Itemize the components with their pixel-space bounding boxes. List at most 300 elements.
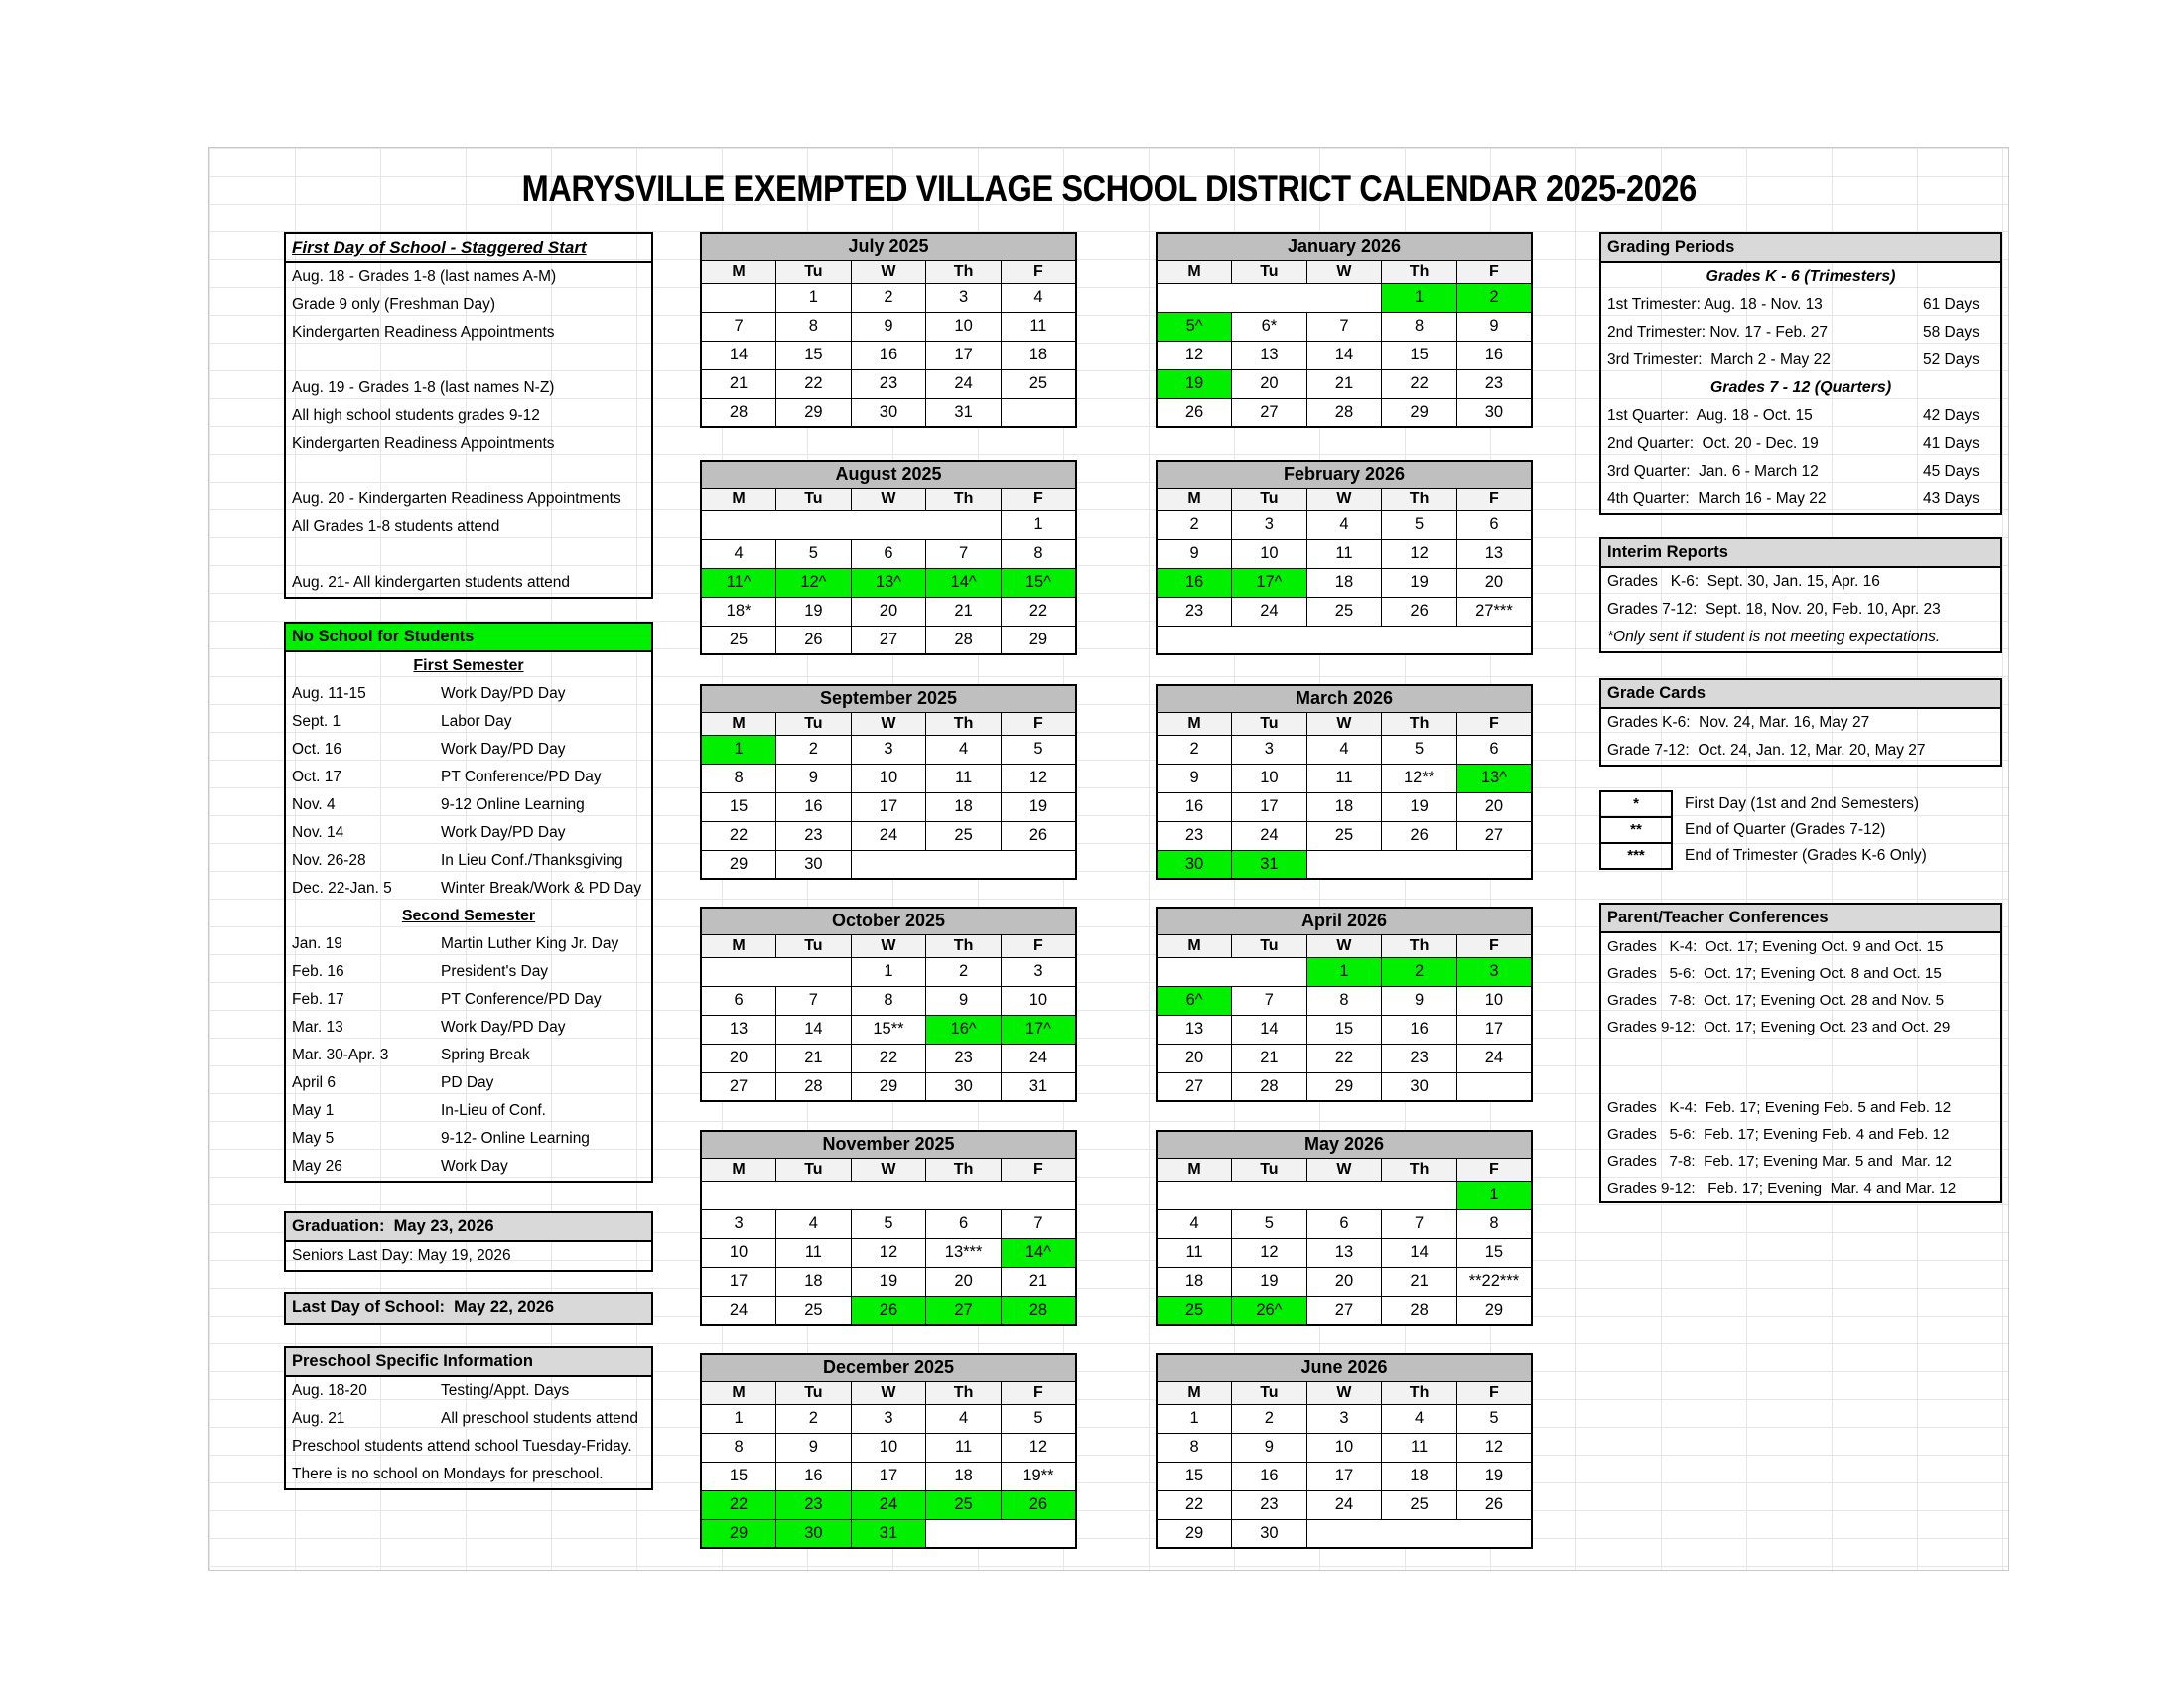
- calendar-day-cell: 23: [1157, 821, 1232, 850]
- month-title: October 2025: [701, 908, 1076, 934]
- calendar-day-cell: 11: [1157, 1238, 1232, 1267]
- weekday-header: F: [1456, 1158, 1532, 1181]
- calendar-empty-cell: [1157, 1181, 1456, 1209]
- calendar-day-cell: 29: [1456, 1296, 1532, 1325]
- calendar-august-2025: [700, 460, 1077, 655]
- calendar-day-cell: 3: [926, 283, 1002, 312]
- calendar-day-cell: 12: [1157, 341, 1232, 369]
- calendar-day-cell: 17: [926, 341, 1002, 369]
- calendar-day-cell: 5: [1001, 735, 1076, 764]
- calendar-day-cell: 11: [1001, 312, 1076, 341]
- schedule-date: Oct. 16: [292, 741, 341, 758]
- calendar-day-cell: 3: [1456, 957, 1532, 986]
- grade-cards-box: [1599, 678, 2002, 767]
- calendar-day-cell: 9: [1382, 986, 1457, 1015]
- weekday-header: Tu: [776, 260, 852, 283]
- calendar-day-cell: 16^: [926, 1015, 1002, 1044]
- calendar-day-cell: 28: [1306, 398, 1382, 427]
- calendar-day-cell: 18: [1306, 568, 1382, 597]
- calendar-day-cell: 30: [1157, 850, 1232, 879]
- calendar-day-cell: 23: [926, 1044, 1002, 1072]
- schedule-row: [286, 1014, 651, 1042]
- weekday-header: M: [701, 1158, 776, 1181]
- weekday-header: F: [1456, 712, 1532, 735]
- schedule-description: PT Conference/PD Day: [441, 991, 602, 1008]
- calendar-empty-cell: [701, 510, 1001, 539]
- calendar-day-cell: 4: [1306, 510, 1382, 539]
- calendar-day-cell: 3: [1232, 510, 1307, 539]
- preschool-row: [286, 1377, 651, 1405]
- calendar-day-cell: 31: [851, 1519, 926, 1548]
- calendar-day-cell: 23: [1157, 597, 1232, 626]
- calendar-day-cell: 29: [1382, 398, 1457, 427]
- calendar-day-cell: 6: [1306, 1209, 1382, 1238]
- grading-subheader: Grades 7 - 12 (Quarters): [1709, 379, 1892, 396]
- grading-row: [1601, 458, 2000, 486]
- calendar-day-cell: 20: [1232, 369, 1307, 398]
- schedule-date: Aug. 11-15: [292, 685, 366, 702]
- conference-row: Grades 9-12: Oct. 17; Evening Oct. 23 and Oct. 29: [1607, 1019, 1951, 1036]
- grade-card-row: Grade 7-12: Oct. 24, Jan. 12, Mar. 20, May 27: [1607, 742, 1926, 759]
- calendar-day-cell: 2: [1382, 957, 1457, 986]
- weekday-header: W: [851, 260, 926, 283]
- calendar-day-cell: 26: [851, 1296, 926, 1325]
- conference-row: Grades 5-6: Oct. 17; Evening Oct. 8 and Oct. 15: [1607, 965, 1942, 982]
- calendar-day-cell: 25: [701, 626, 776, 654]
- legend-symbol: ***: [1599, 842, 1673, 870]
- grade-card-rows: [1601, 709, 2000, 765]
- schedule-description: 9-12 Online Learning: [441, 796, 585, 813]
- schedule-row: [286, 958, 651, 986]
- weekday-header: M: [701, 1381, 776, 1404]
- schedule-row: [286, 708, 651, 736]
- calendar-day-cell: 12**: [1382, 764, 1457, 792]
- calendar-day-cell: 19**: [1001, 1462, 1076, 1490]
- calendar-day-cell: 21: [926, 597, 1002, 626]
- first-day-row: [286, 347, 651, 374]
- calendar-empty-cell: [1157, 626, 1532, 654]
- schedule-row: [286, 1153, 651, 1181]
- schedule-description: In Lieu Conf./Thanksgiving: [441, 852, 623, 869]
- weekday-header: Th: [926, 260, 1002, 283]
- calendar-day-cell: 18*: [701, 597, 776, 626]
- preschool-row: [286, 1405, 651, 1433]
- calendar-day-cell: 19: [1382, 568, 1457, 597]
- calendar-day-cell: 21: [1306, 369, 1382, 398]
- calendar-day-cell: 20: [1157, 1044, 1232, 1072]
- calendar-day-cell: 24: [1232, 597, 1307, 626]
- no-school-box: [284, 622, 653, 1183]
- legend-row: [1599, 816, 2002, 844]
- schedule-description: Martin Luther King Jr. Day: [441, 935, 619, 952]
- calendar-day-cell: 31: [1001, 1072, 1076, 1101]
- calendar-day-cell: 15: [701, 1462, 776, 1490]
- calendar-february-2026: [1156, 460, 1533, 655]
- first-semester-rows: [286, 680, 651, 903]
- grading-row: [1601, 486, 2000, 513]
- grading-row: [1601, 430, 2000, 458]
- schedule-date: Feb. 16: [292, 963, 344, 980]
- calendar-day-cell: 1: [701, 1404, 776, 1433]
- calendar-day-cell: 27: [1157, 1072, 1232, 1101]
- calendar-day-cell: 6: [926, 1209, 1002, 1238]
- calendar-day-cell: 13: [1232, 341, 1307, 369]
- schedule-description: Labor Day: [441, 713, 512, 730]
- weekday-header: F: [1001, 1158, 1076, 1181]
- calendar-day-cell: 18: [1157, 1267, 1232, 1296]
- calendar-day-cell: 8: [1157, 1433, 1232, 1462]
- weekday-header: W: [1306, 260, 1382, 283]
- calendar-empty-cell: [701, 1181, 1076, 1209]
- schedule-row: [286, 986, 651, 1014]
- calendar-november-2025: [700, 1130, 1077, 1326]
- calendar-day-cell: 24: [926, 369, 1002, 398]
- schedule-description: Work Day/PD Day: [441, 824, 566, 841]
- calendar-empty-cell: [1157, 957, 1306, 986]
- first-day-row: Kindergarten Readiness Appointments: [292, 324, 555, 341]
- calendar-day-cell: 24: [851, 1490, 926, 1519]
- first-day-row: Aug. 19 - Grades 1-8 (last names N-Z): [292, 379, 555, 396]
- second-semester-label: Second Semester: [401, 908, 536, 924]
- calendar-may-2026: [1156, 1130, 1533, 1326]
- calendar-day-cell: 12: [1001, 764, 1076, 792]
- calendar-day-cell: 13: [1157, 1015, 1232, 1044]
- calendar-day-cell: 27: [1232, 398, 1307, 427]
- calendar-day-cell: 27: [926, 1296, 1002, 1325]
- spreadsheet: [208, 147, 2009, 1571]
- weekday-header: F: [1001, 712, 1076, 735]
- month-title: May 2026: [1157, 1131, 1532, 1158]
- calendar-day-cell: 12: [1382, 539, 1457, 568]
- calendar-day-cell: 16: [776, 792, 852, 821]
- calendar-day-cell: 2: [851, 283, 926, 312]
- calendar-day-cell: 30: [1232, 1519, 1307, 1548]
- calendar-day-cell: 7: [776, 986, 852, 1015]
- schedule-row: [286, 764, 651, 791]
- calendar-april-2026: [1156, 907, 1533, 1102]
- calendar-day-cell: 25: [926, 1490, 1002, 1519]
- calendar-day-cell: 30: [776, 1519, 852, 1548]
- month-title: December 2025: [701, 1354, 1076, 1381]
- legend-label: End of Quarter (Grades 7-12): [1685, 821, 1886, 838]
- calendar-day-cell: 2: [776, 1404, 852, 1433]
- calendar-day-cell: 17: [851, 1462, 926, 1490]
- schedule-row: [286, 736, 651, 764]
- calendar-day-cell: 22: [1001, 597, 1076, 626]
- first-day-row: Aug. 18 - Grades 1-8 (last names A-M): [292, 268, 557, 285]
- calendar-day-cell: 6*: [1232, 312, 1307, 341]
- interim-note: *Only sent if student is not meeting expectations.: [1607, 629, 1941, 645]
- calendar-day-cell: 6^: [1157, 986, 1232, 1015]
- calendar-day-cell: 10: [1232, 539, 1307, 568]
- calendar-day-cell: 3: [851, 735, 926, 764]
- calendar-empty-cell: [1456, 1072, 1532, 1101]
- weekday-header: Tu: [1232, 934, 1307, 957]
- calendar-day-cell: 1: [1306, 957, 1382, 986]
- calendar-day-cell: 5: [1456, 1404, 1532, 1433]
- conference-row: Grades 7-8: Oct. 17; Evening Oct. 28 and Nov. 5: [1607, 992, 1945, 1009]
- calendar-day-cell: 4: [1001, 283, 1076, 312]
- calendar-december-2025: [700, 1353, 1077, 1549]
- calendar-day-cell: 5: [1382, 510, 1457, 539]
- calendar-empty-cell: [1306, 850, 1532, 879]
- calendar-day-cell: 26: [1001, 821, 1076, 850]
- weekday-header: F: [1456, 260, 1532, 283]
- weekday-header: Tu: [1232, 1381, 1307, 1404]
- last-day-box: [284, 1292, 653, 1325]
- conference-row: Grades K-4: Feb. 17; Evening Feb. 5 and Feb. 12: [1607, 1099, 1952, 1116]
- legend-label: End of Trimester (Grades K-6 Only): [1685, 847, 1927, 864]
- first-day-header: First Day of School - Staggered Start: [286, 234, 651, 263]
- calendar-day-cell: 6: [1456, 510, 1532, 539]
- grading-period: 3rd Quarter: Jan. 6 - March 12: [1607, 463, 1819, 480]
- calendar-day-cell: 24: [1001, 1044, 1076, 1072]
- calendar-day-cell: 25: [1157, 1296, 1232, 1325]
- calendar-day-cell: 7: [926, 539, 1002, 568]
- calendar-day-cell: 23: [1232, 1490, 1307, 1519]
- calendar-day-cell: 17: [1306, 1462, 1382, 1490]
- calendar-day-cell: 17^: [1232, 568, 1307, 597]
- calendar-day-cell: 23: [776, 1490, 852, 1519]
- calendar-day-cell: 8: [776, 312, 852, 341]
- weekday-header: Tu: [776, 488, 852, 510]
- schedule-row: [286, 1125, 651, 1153]
- schedule-date: May 5: [292, 1130, 335, 1147]
- weekday-header: Tu: [776, 712, 852, 735]
- calendar-day-cell: 8: [701, 764, 776, 792]
- weekday-header: Th: [926, 488, 1002, 510]
- schedule-description: PT Conference/PD Day: [441, 769, 602, 785]
- grading-period: 4th Quarter: March 16 - May 22: [1607, 491, 1827, 507]
- weekday-header: F: [1456, 1381, 1532, 1404]
- calendar-day-cell: 15: [1382, 341, 1457, 369]
- calendar-day-cell: 1: [701, 735, 776, 764]
- grading-periods-header: Grading Periods: [1601, 234, 2000, 263]
- month-title: June 2026: [1157, 1354, 1532, 1381]
- calendar-day-cell: 22: [701, 821, 776, 850]
- legend: [1599, 790, 2002, 870]
- calendar-day-cell: 29: [1001, 626, 1076, 654]
- grading-row: [1601, 291, 2000, 319]
- grading-days: 43 Days: [1923, 491, 1979, 507]
- calendar-day-cell: 5^: [1157, 312, 1232, 341]
- schedule-row: [286, 1042, 651, 1069]
- calendar-day-cell: 2: [776, 735, 852, 764]
- calendar-day-cell: 18: [1382, 1462, 1457, 1490]
- calendar-day-cell: 8: [1306, 986, 1382, 1015]
- first-semester-label: First Semester: [413, 657, 524, 674]
- weekday-header: Tu: [1232, 260, 1307, 283]
- calendar-day-cell: 19: [1232, 1267, 1307, 1296]
- grading-days: 52 Days: [1923, 352, 1979, 368]
- grading-days: 58 Days: [1923, 324, 1979, 341]
- grading-days: 41 Days: [1923, 435, 1979, 452]
- calendar-day-cell: 24: [851, 821, 926, 850]
- calendar-day-cell: 1: [776, 283, 852, 312]
- calendar-day-cell: 15: [1306, 1015, 1382, 1044]
- calendar-day-cell: 16: [776, 1462, 852, 1490]
- calendar-day-cell: 1: [1456, 1181, 1532, 1209]
- weekday-header: Tu: [776, 1381, 852, 1404]
- graduation-box: [284, 1211, 653, 1272]
- calendar-day-cell: 4: [1306, 735, 1382, 764]
- weekday-header: M: [1157, 1158, 1232, 1181]
- calendar-day-cell: 26^: [1232, 1296, 1307, 1325]
- calendar-day-cell: 24: [1306, 1490, 1382, 1519]
- weekday-header: Tu: [1232, 488, 1307, 510]
- schedule-description: Work Day/PD Day: [441, 741, 566, 758]
- conference-row: [1601, 1067, 2000, 1094]
- calendar-day-cell: 25: [926, 821, 1002, 850]
- preschool-box: [284, 1346, 653, 1490]
- calendar-day-cell: 15: [701, 792, 776, 821]
- calendar-day-cell: 7: [1306, 312, 1382, 341]
- calendar-day-cell: 15: [776, 341, 852, 369]
- weekday-header: W: [851, 1158, 926, 1181]
- calendar-day-cell: 29: [701, 850, 776, 879]
- calendar-day-cell: 21: [776, 1044, 852, 1072]
- weekday-header: W: [1306, 934, 1382, 957]
- calendar-day-cell: 22: [1382, 369, 1457, 398]
- calendar-january-2026: [1156, 232, 1533, 428]
- weekday-header: F: [1001, 488, 1076, 510]
- calendar-day-cell: 19: [776, 597, 852, 626]
- calendar-day-cell: 5: [776, 539, 852, 568]
- weekday-header: W: [1306, 1158, 1382, 1181]
- calendar-day-cell: 21: [1001, 1267, 1076, 1296]
- conference-rows: [1601, 933, 2000, 1201]
- calendar-day-cell: 6: [851, 539, 926, 568]
- weekday-header: Th: [926, 934, 1002, 957]
- calendar-day-cell: 8: [1382, 312, 1457, 341]
- calendar-day-cell: 16: [1232, 1462, 1307, 1490]
- calendar-empty-cell: [926, 1519, 1076, 1548]
- schedule-description: President's Day: [441, 963, 549, 980]
- weekday-header: Th: [1382, 260, 1457, 283]
- weekday-header: M: [1157, 1381, 1232, 1404]
- calendar-day-cell: 22: [1157, 1490, 1232, 1519]
- calendar-day-cell: 11: [926, 764, 1002, 792]
- conferences-header: Parent/Teacher Conferences: [1601, 905, 2000, 933]
- schedule-date: Nov. 14: [292, 824, 344, 841]
- calendar-day-cell: 30: [926, 1072, 1002, 1101]
- calendar-day-cell: 7: [701, 312, 776, 341]
- schedule-date: Nov. 26-28: [292, 852, 366, 869]
- calendar-day-cell: 20: [1306, 1267, 1382, 1296]
- calendar-day-cell: 27: [851, 626, 926, 654]
- calendar-day-cell: 12: [1001, 1433, 1076, 1462]
- calendar-day-cell: 23: [1456, 369, 1532, 398]
- first-day-row: [286, 458, 651, 486]
- grading-period: 1st Trimester: Aug. 18 - Nov. 13: [1607, 296, 1823, 313]
- grading-periods-box: [1599, 232, 2002, 515]
- grading-period: 2nd Trimester: Nov. 17 - Feb. 27: [1607, 324, 1828, 341]
- calendar-day-cell: 4: [1157, 1209, 1232, 1238]
- calendar-day-cell: 15: [1456, 1238, 1532, 1267]
- conferences-box: [1599, 903, 2002, 1203]
- weekday-header: M: [701, 934, 776, 957]
- calendar-day-cell: 2: [1157, 735, 1232, 764]
- calendar-day-cell: 24: [701, 1296, 776, 1325]
- calendar-day-cell: 14: [1306, 341, 1382, 369]
- calendar-day-cell: 13^: [851, 568, 926, 597]
- schedule-row: [286, 930, 651, 958]
- weekday-header: F: [1456, 934, 1532, 957]
- weekday-header: M: [701, 712, 776, 735]
- month-title: July 2025: [701, 233, 1076, 260]
- calendar-day-cell: 30: [851, 398, 926, 427]
- weekday-header: Tu: [1232, 712, 1307, 735]
- first-day-row: All Grades 1-8 students attend: [292, 518, 500, 535]
- calendar-day-cell: 10: [926, 312, 1002, 341]
- grading-days: 61 Days: [1923, 296, 1979, 313]
- calendar-day-cell: 7: [1382, 1209, 1457, 1238]
- calendar-day-cell: **22***: [1456, 1267, 1532, 1296]
- weekday-header: F: [1001, 934, 1076, 957]
- calendar-empty-cell: [851, 850, 1076, 879]
- first-day-box: [284, 232, 653, 599]
- schedule-date: Nov. 4: [292, 796, 336, 813]
- calendar-day-cell: 28: [926, 626, 1002, 654]
- calendar-day-cell: 22: [701, 1490, 776, 1519]
- calendar-day-cell: 19: [1001, 792, 1076, 821]
- calendar-day-cell: 13: [1456, 539, 1532, 568]
- weekday-header: M: [701, 260, 776, 283]
- month-title: April 2026: [1157, 908, 1532, 934]
- calendar-day-cell: 5: [1382, 735, 1457, 764]
- calendar-day-cell: 13: [1306, 1238, 1382, 1267]
- preschool-date: Aug. 21: [292, 1410, 345, 1427]
- calendar-day-cell: 26: [1382, 597, 1457, 626]
- calendar-day-cell: 27***: [1456, 597, 1532, 626]
- weekday-header: Th: [1382, 1158, 1457, 1181]
- weekday-header: M: [701, 488, 776, 510]
- calendar-day-cell: 8: [701, 1433, 776, 1462]
- weekday-header: W: [1306, 712, 1382, 735]
- calendar-day-cell: 11: [1306, 764, 1382, 792]
- conference-row: Grades 5-6: Feb. 17; Evening Feb. 4 and Feb. 12: [1607, 1126, 1950, 1143]
- weekday-header: W: [851, 934, 926, 957]
- calendar-day-cell: 18: [926, 792, 1002, 821]
- schedule-row: [286, 819, 651, 847]
- calendar-day-cell: 28: [701, 398, 776, 427]
- calendar-day-cell: 10: [1232, 764, 1307, 792]
- grade-cards-header: Grade Cards: [1601, 680, 2000, 709]
- calendar-day-cell: 25: [1306, 597, 1382, 626]
- grading-period: 2nd Quarter: Oct. 20 - Dec. 19: [1607, 435, 1819, 452]
- weekday-header: F: [1001, 260, 1076, 283]
- calendar-day-cell: 27: [1306, 1296, 1382, 1325]
- weekday-header: W: [851, 488, 926, 510]
- weekday-header: W: [851, 1381, 926, 1404]
- calendar-day-cell: 12: [851, 1238, 926, 1267]
- calendar-day-cell: 29: [851, 1072, 926, 1101]
- calendar-empty-cell: [1306, 1519, 1532, 1548]
- calendar-day-cell: 29: [1306, 1072, 1382, 1101]
- calendar-day-cell: 20: [1456, 568, 1532, 597]
- schedule-description: In-Lieu of Conf.: [441, 1102, 546, 1119]
- seniors-last-day: Seniors Last Day: May 19, 2026: [292, 1247, 511, 1264]
- calendar-day-cell: 1: [1157, 1404, 1232, 1433]
- calendar-day-cell: 9: [1232, 1433, 1307, 1462]
- calendar-day-cell: 30: [776, 850, 852, 879]
- calendar-day-cell: 12: [1456, 1433, 1532, 1462]
- preschool-date: Aug. 18-20: [292, 1382, 367, 1399]
- weekday-header: Th: [926, 1381, 1002, 1404]
- calendar-day-cell: 24: [1456, 1044, 1532, 1072]
- schedule-row: [286, 791, 651, 819]
- grading-row: [1601, 402, 2000, 430]
